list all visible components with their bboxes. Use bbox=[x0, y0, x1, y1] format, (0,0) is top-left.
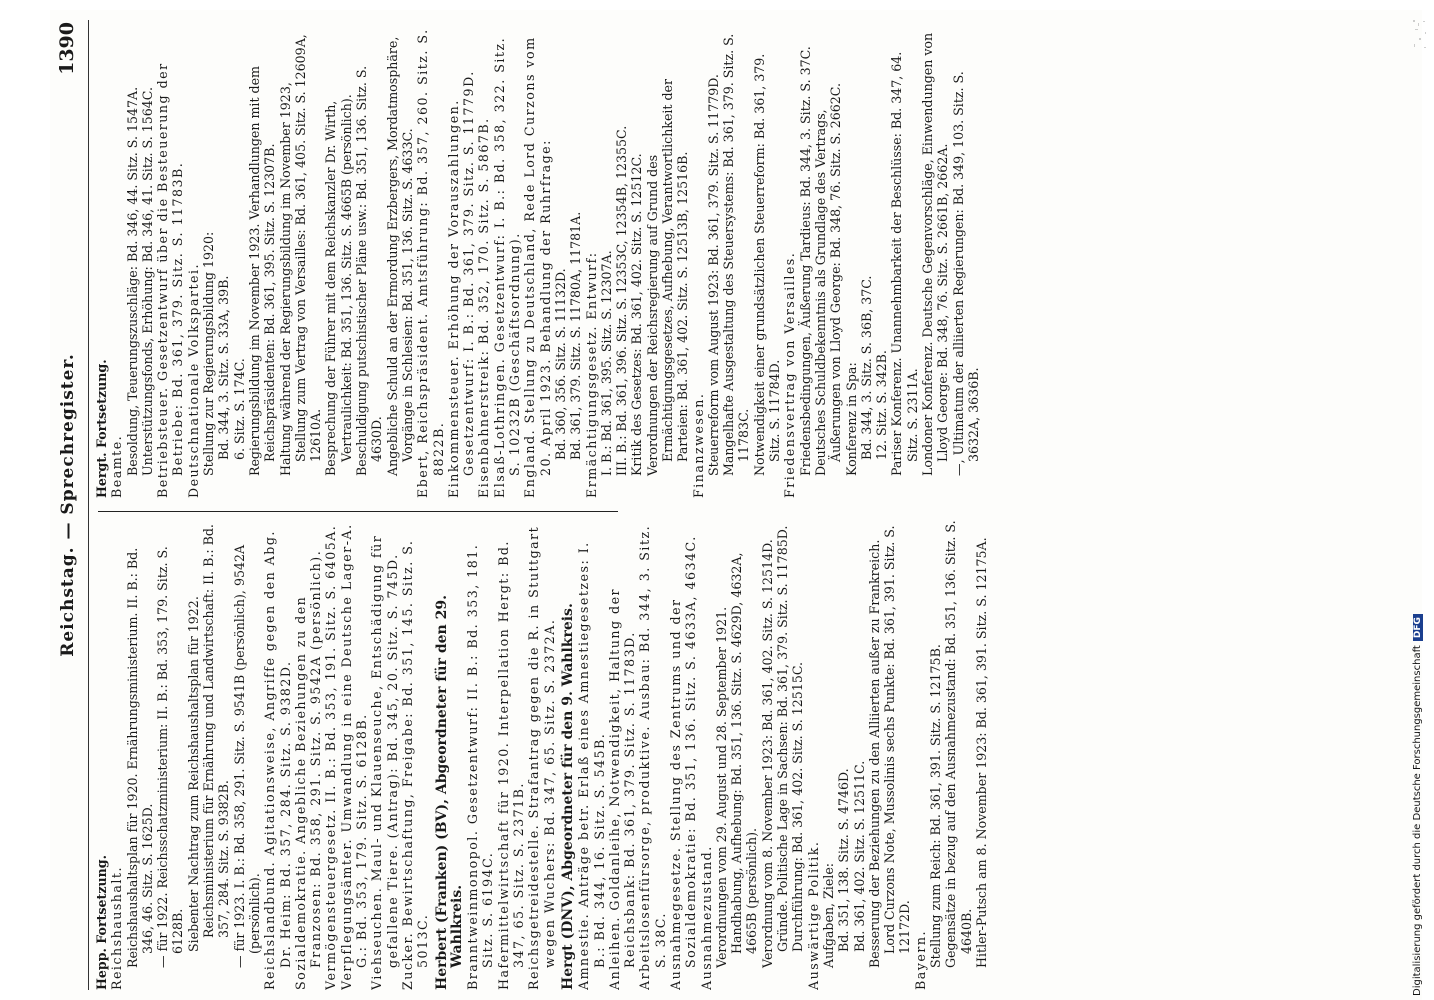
index-entry: Bayern. bbox=[912, 930, 928, 990]
running-head bbox=[52, 20, 86, 990]
index-entry: — für 1922. Reichsschatzministerium: II. B.: Bd. 353, 179. Sitz. S. 6128B. bbox=[155, 546, 186, 968]
index-entry: Beschuldigung putschistischer Pläne usw.: Bd. 351, 136. Sitz. S. 4630D. bbox=[354, 65, 385, 476]
index-entry: Siebenter Nachtrag zum Reichshaushaltsplan für 1922. Reichsministerium für Ernährung und Landwirtschaft: II. B.: Bd. 357, 284. Sitz. S. 9382B. bbox=[185, 524, 232, 952]
index-entry: Regierungsbildung im November 1923. Verhandlungen mit dem Reichspräsidenten: Bd. 361, 395. Sitz. S. 12307B. bbox=[246, 66, 278, 476]
index-entry: Bd. 360, 356. Sitz. S. 11132D. bbox=[552, 268, 568, 460]
running-title: Reichstag. — Sprechregister. bbox=[58, 353, 78, 657]
index-entry: Haltung während der Regierungsbildung im November 1923, Stellung zum Vertrag von Versailles: Bd. 361, 405. Sitz. S. 12609A, 12610A. bbox=[277, 34, 324, 476]
index-entry: Einkommensteuer. Erhöhung der Vorauszahlungen. Gesetzentwurf: I. B.: Bd. 361, 379. Sitz. S. 11779D. bbox=[445, 70, 477, 498]
left-column bbox=[94, 520, 1414, 990]
index-entry: III. B.: Bd. 361, 396. Sitz. S. 12353C, 12354B, 12355C. bbox=[614, 125, 630, 476]
index-entry: 12. Sitz. S. 342B. bbox=[874, 350, 890, 460]
index-entry: Deutsches Schuldbekenntnis als Grundlage des Vertrags, Äußerungen von Lloyd George: Bd. 348, 76. Sitz. S. 2662C. bbox=[812, 83, 844, 476]
index-entry: Durchführung: Bd. 361, 402. Sitz. S. 12515C. bbox=[790, 661, 806, 952]
index-entry: Gegensätze in bezug auf den Ausnahmezustand: Bd. 351, 136. Sitz. S. 4640B. bbox=[943, 520, 974, 968]
index-entry: Bd. 351, 138. Sitz. S. 4746D. bbox=[836, 768, 852, 952]
index-heading: Hergt. Fortsetzung. bbox=[94, 359, 109, 498]
index-entry: Viehseuchen. Maul- und Klauenseuche, Entschädigung für gefallene Tiere. (Antrag): Bd. 345, 20. Sitz. S. 745D. bbox=[369, 534, 400, 990]
rotated-page bbox=[50, 10, 1422, 1000]
index-entry: Notwendigkeit einer grundsätzlichen Steuerreform: Bd. 361, 379. Sitz. S. 11784D. bbox=[751, 53, 783, 476]
index-entry: Eisenbahnerstreik: Bd. 352, 170. Sitz. S. 5867B. bbox=[476, 117, 492, 498]
index-entry: Vermögensteuergesetz. II. B.: Bd. 353, 191. Sitz. S. 6405A. bbox=[323, 524, 339, 990]
index-entry: Kritik des Gesetzes: Bd. 361, 402. Sitz. S. 12512C. bbox=[629, 153, 645, 476]
page-number: 1390 bbox=[56, 22, 78, 75]
index-entry: Verordnungen der Reichsregierung auf Grund des Ermächtigungsgesetzes, Aufhebung, Verantwortlichkeit der Parteien: Bd. 361, 402. Sitz. S. 12513B, 12516B. bbox=[644, 78, 691, 476]
index-entry: Ebert, Reichspräsident. Amtsführung: Bd. 357, 260. Sitz. S. 8822B. bbox=[415, 28, 446, 498]
index-entry: Verpflegungsämter. Umwandlung in eine Deutsche Lager-A. G.: Bd. 353, 179. Sitz. S. 6128B. bbox=[338, 523, 370, 990]
header-rule bbox=[88, 20, 89, 990]
index-entry: Pariser Konferenz. Unannehmbarkeit der Beschlüsse: Bd. 347, 64. Sitz. S. 2311A. bbox=[889, 51, 920, 476]
index-entry: Stellung zur Regierungsbildung 1920: bbox=[201, 231, 217, 476]
index-entry: Reichshaushaltsplan für 1920. Ernährungsministerium. II. B.: Bd. 346, 46. Sitz. S. 1625D. bbox=[124, 547, 155, 968]
index-entry: Unterstützungsfonds, Erhöhung: Bd. 346, 41. Sitz. S. 1564C. bbox=[139, 87, 155, 476]
index-entry: Konferenz in Spa: bbox=[843, 362, 859, 476]
index-entry: Hitler-Putsch am 8. November 1923: Bd. 361, 391. Sitz. S. 12175A. bbox=[973, 537, 989, 968]
index-entry: Besserung der Beziehungen zu den Alliierten außer zu Frankreich. Lord Curzons Note, Mussolinis sechs Punkte: Bd. 361, 391. Sitz. S. 12172D. bbox=[866, 525, 913, 968]
index-heading: Hepp. Fortsetzung. bbox=[94, 855, 109, 990]
index-entry: Mangelhafte Ausgestaltung des Steuersystems: Bd. 361, 379. Sitz. S. 11783C. bbox=[721, 33, 752, 476]
index-entry: Sozialdemokratie. Angebliche Beziehungen zu den Franzosen: Bd. 358, 291. Sitz. S. 9542A (persönlich). bbox=[292, 549, 324, 990]
column-divider bbox=[98, 511, 618, 512]
digitization-credit bbox=[1412, 356, 1423, 996]
index-entry: Ermächtigungsgesetz. Entwurf: bbox=[583, 251, 599, 498]
index-entry: Ausnahmegesetze. Stellung des Zentrums und der Sozialdemokratie: Bd. 351, 136. Sitz. S. 4633A, 4634C. bbox=[667, 535, 699, 990]
index-entry: Verordnung vom 8. November 1923: Bd. 361, 402. Sitz. S. 12514D. bbox=[759, 539, 775, 968]
index-entry: Deutschnationale Volkspartei. bbox=[185, 262, 201, 498]
dfg-logo: DFG bbox=[1413, 614, 1423, 641]
index-entry: Hafermittelwirtschaft für 1920. Interpellation Hergt: Bd. 347, 65. Sitz. S. 2371B. bbox=[495, 540, 527, 990]
index-entry: Verordnungen vom 29. August und 28. September 1921. Handhabung, Aufhebung: Bd. 351, 136. Sitz. S. 4629D, 4632A, 4665B (persönlich). bbox=[713, 552, 760, 968]
index-entry: Anleihen. Goldanleihe, Notwendigkeit, Haltung der Reichsbank: Bd. 361, 379. Sitz. S. 11783D. bbox=[606, 587, 638, 990]
index-entry: Aufgaben, Ziele: bbox=[820, 862, 836, 968]
index-entry: Auswärtige Politik. bbox=[805, 840, 821, 990]
index-entry: Friedensvertrag von Versailles. bbox=[782, 251, 798, 498]
credit-text: Digitalisierung gefördert durch die Deutsche Forschungsgemeinschaft bbox=[1412, 645, 1423, 996]
index-entry: Angebliche Schuld an der Ermordung Erzbergers, Mordatmosphäre, Vorgänge in Schlesien: Bd. 351, 136. Sitz. S. 4633C. bbox=[384, 36, 415, 476]
index-entry: 6. Sitz. S. 174C. bbox=[231, 358, 247, 460]
index-heading: Herbert (Franken) (BV), Abgeordneter für den 29. Wahlkreis. bbox=[433, 595, 465, 990]
index-entry: I. B.: Bd. 361, 395. Sitz. S. 12307A. bbox=[598, 250, 614, 476]
index-entry: Elsaß-Lothringen. Gesetzentwurf: I. B.: Bd. 358, 322. Sitz. S. 10232B (Geschäftsordnung). bbox=[491, 36, 523, 498]
index-entry: Bd. 361, 379. Sitz. S. 11780A, 11781A. bbox=[568, 211, 584, 460]
index-entry: Londoner Konferenz. Deutsche Gegenvorschläge, Einwendungen von Lloyd George: Bd. 348, 76. Sitz. S. 2661B, 2662A. bbox=[920, 32, 951, 476]
index-entry: Beamte. bbox=[109, 434, 125, 498]
scan-artifact bbox=[1410, 18, 1432, 54]
index-entry: Besprechung der Führer mit dem Reichskanzler Dr. Wirth, Vertraulichkeit: Bd. 351, 136. Sitz. S. 4665B (persönlich). bbox=[323, 94, 354, 476]
index-entry: Bd. 361, 402. Sitz. S. 12511C. bbox=[851, 760, 867, 952]
index-entry: — für 1923. I. B.: Bd. 358, 291. Sitz. S. 9541B (persönlich), 9542A (persönlich). bbox=[231, 544, 262, 968]
index-entry: Betriebsteuer. Gesetzentwurf über die Besteuerung der Betriebe: Bd. 361, 379. Sitz. S. 11783B. bbox=[155, 62, 186, 498]
index-entry: Zucker. Bewirtschaftung, Freigabe: Bd. 351, 145. Sitz. S. 5013C. bbox=[399, 539, 431, 990]
index-entry: Friedensbedingungen, Äußerung Tardieus: Bd. 344, 3. Sitz. S. 37C. bbox=[797, 46, 813, 476]
index-entry: Ausnahmezustand. bbox=[698, 845, 714, 990]
index-entry: Steuerreform vom August 1923: Bd. 361, 379. Sitz. S. 11779D. bbox=[705, 74, 721, 476]
index-heading: Hergt (DNV), Abgeordneter für den 9. Wahlkreis. bbox=[559, 603, 576, 990]
index-entry: Reichshaushalt. bbox=[109, 866, 125, 990]
index-entry: Bd. 344, 3. Sitz. S. 33A, 39B. bbox=[216, 275, 232, 460]
index-entry: Stellung zum Reich: Bd. 361, 391. Sitz. S. 12175B. bbox=[928, 644, 944, 968]
index-entry: England. Stellung zu Deutschland, Rede Lord Curzons vom 20. April 1923. Behandlung der Ruhrfrage: bbox=[522, 36, 553, 498]
index-entry: Arbeitslosenfürsorge, produktive. Ausbau: Bd. 344, 3. Sitz. S. 38C. bbox=[637, 524, 668, 990]
index-entry: Bd. 344, 3. Sitz. S. 36B, 37C. bbox=[858, 275, 874, 460]
index-entry: —, Ultimatum der alliierten Regierungen: Bd. 349, 103. Sitz. S. 3632A, 3636B. bbox=[950, 71, 981, 476]
right-column bbox=[94, 28, 1414, 498]
index-entry: Branntweinmonopol. Gesetzentwurf: II. B.: Bd. 353, 181. Sitz. S. 6194C. bbox=[465, 543, 496, 990]
index-entry: Finanzwesen. bbox=[690, 392, 706, 498]
index-entry: Reichsgetreidestelle. Strafantrag gegen die R. in Stuttgart wegen Wuchers: Bd. 347, 65. Sitz. S. 2372A. bbox=[526, 525, 557, 990]
index-entry: Besoldung, Teuerungszuschläge: Bd. 346, 44. Sitz. S. 1547A. bbox=[124, 86, 140, 476]
index-entry: Reichslandbund. Agitationsweise, Angriffe gegen den Abg. Dr. Heim: Bd. 357, 284. Sitz. S. 9382D. bbox=[262, 530, 293, 990]
index-entry: Gründe. Politische Lage in Sachsen: Bd. 361, 379. Sitz. S. 11785D. bbox=[775, 525, 791, 952]
index-entry: Amnestie. Anträge betr. Erlaß eines Amnestiegesetzes: I. B.: Bd. 344, 16. Sitz. S. 545B. bbox=[576, 541, 607, 990]
